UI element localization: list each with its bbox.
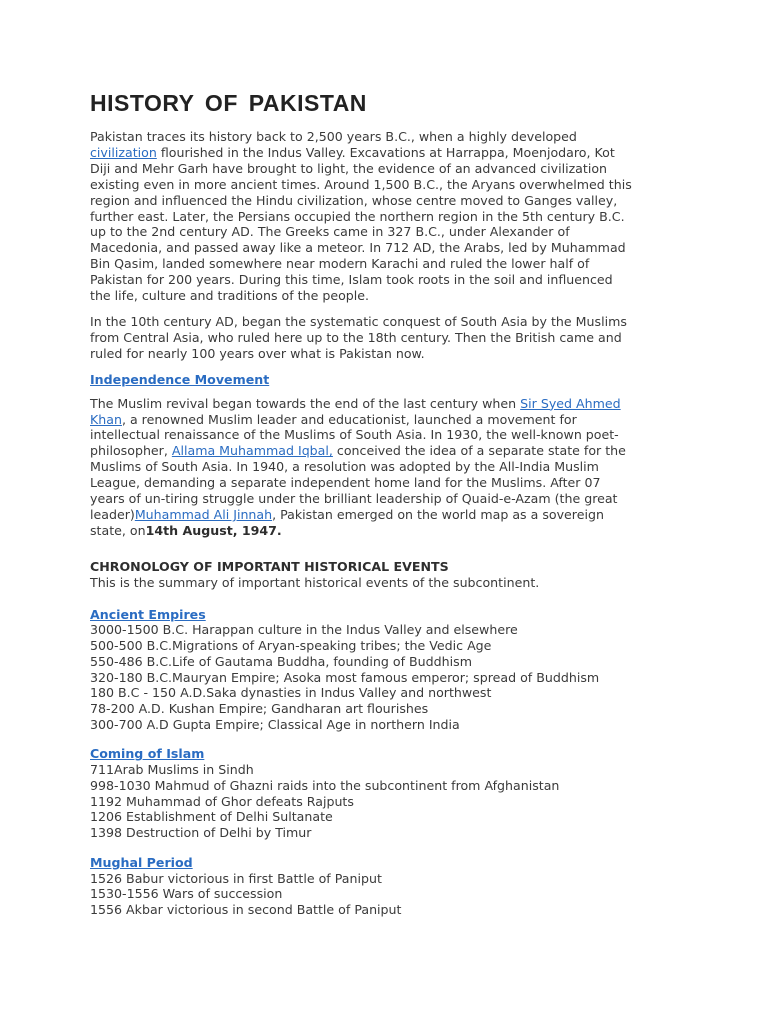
list-item: 998-1030 Mahmud of Ghazni raids into the subcontinent from Afghanistan bbox=[90, 778, 560, 793]
intro-text-a: Pakistan traces its history back to 2,500 years B.C., when a highly developed bbox=[90, 129, 577, 144]
list-item: 550-486 B.C.Life of Gautama Buddha, founding of Buddhism bbox=[90, 653, 472, 669]
section-mughal-period bbox=[90, 855, 635, 918]
list-item: 3000-1500 B.C. Harappan culture in the Indus Valley and elsewhere bbox=[90, 622, 518, 638]
civilization-link[interactable]: civilization bbox=[90, 144, 157, 160]
list-item: 1556 Akbar victorious in second Battle of Paniput bbox=[90, 902, 402, 918]
ancient-empires-heading[interactable]: Ancient Empires bbox=[90, 606, 206, 622]
list-item: 1530-1556 Wars of succession bbox=[90, 886, 283, 902]
list-item: 300-700 A.D Gupta Empire; Classical Age in northern India bbox=[90, 716, 460, 732]
allama-iqbal-link[interactable]: Allama Muhammad Iqbal, bbox=[171, 443, 333, 459]
list-item: 1526 Babur victorious in first Battle of Paniput bbox=[90, 870, 382, 886]
list-item: 180 B.C - 150 A.D.Saka dynasties in Indus Valley and northwest bbox=[90, 685, 492, 701]
list-item: 1206 Establishment of Delhi Sultanate bbox=[90, 809, 333, 825]
list-item: 500-500 B.C.Migrations of Aryan-speaking tribes; the Vedic Age bbox=[90, 638, 492, 654]
independence-movement-heading[interactable]: Independence Movement bbox=[90, 371, 270, 387]
list-item: 711Arab Muslims in Sindh bbox=[90, 762, 254, 778]
coming-of-islam-list bbox=[90, 762, 635, 841]
chronology-intro: This is the summary of important historical events of the subcontinent. bbox=[90, 574, 540, 590]
sir-syed-ahmed-khan-link[interactable]: Sir Syed Ahmed Khan bbox=[90, 395, 621, 427]
independence-paragraph bbox=[90, 396, 635, 539]
list-item: 320-180 B.C.Mauryan Empire; Asoka most famous emperor; spread of Buddhism bbox=[90, 669, 600, 685]
intro-text-b: flourished in the Indus Valley. Excavations at Harrappa, Moenjodaro, Kot Diji and Mehr Garh have brought to light, the evidence of an advanced civilization existing even in more ancient times. Around 1,500 B.C., the Aryans overwhelmed this region and influenced the Hindu civilization, whose centre moved to Ganges valley, further east. Later, the Persians occupied the northern region in the 5th century B.C. up to the 2nd century AD. The Greeks came in 327 B.C., under Alexander of Macedonia, and passed away like a meteor. In 712 AD, the Arabs, led by Muhammad Bin Qasim, landed somewhere near modern Karachi and ruled the lower half of Pakistan for 200 years. During this time, Islam took roots in the soil and influenced the life, culture and traditions of the people. bbox=[90, 144, 632, 304]
page-title: HISTORY OF PAKISTAN bbox=[90, 90, 367, 116]
independence-date: 14th August, 1947. bbox=[145, 522, 282, 538]
ancient-empires-list bbox=[90, 622, 635, 732]
independence-text-2: , a renowned Muslim leader and educationist, launched a movement for intellectual renaissance of the Muslims of South Asia. In 1930, the well-known poet-philosopher, bbox=[90, 411, 619, 459]
coming-of-islam-heading[interactable]: Coming of Islam bbox=[90, 746, 205, 762]
muhammad-ali-jinnah-link[interactable]: Muhammad Ali Jinnah bbox=[134, 506, 273, 522]
intro-paragraph-2: In the 10th century AD, began the systematic conquest of South Asia by the Muslims from Central Asia, who ruled here up to the 18th century. Then the British came and ruled for nearly 100 years over what is Pakistan now. bbox=[90, 313, 627, 361]
chronology-title: CHRONOLOGY OF IMPORTANT HISTORICAL EVENTS bbox=[90, 558, 449, 574]
list-item: 1192 Muhammad of Ghor defeats Rajputs bbox=[90, 793, 354, 809]
independence-text-4: , Pakistan emerged on the world map as a sovereign state, on bbox=[90, 506, 604, 538]
list-item: 78-200 A.D. Kushan Empire; Gandharan art flourishes bbox=[90, 700, 429, 716]
section-coming-of-islam bbox=[90, 746, 635, 840]
section-ancient-empires bbox=[90, 607, 635, 733]
independence-text-3: conceived the idea of a separate state for the Muslims of South Asia. In 1940, a resolution was adopted by the All-India Muslim League, demanding a separate independent home land for the Muslims. After 07 years of un-tiring struggle under the brilliant leadership of Quaid-e-Azam (the great leader) bbox=[90, 443, 626, 522]
independence-text-1: The Muslim revival began towards the end of the last century when bbox=[90, 395, 521, 411]
list-item: 1398 Destruction of Delhi by Timur bbox=[90, 825, 312, 841]
mughal-period-list bbox=[90, 871, 635, 918]
mughal-period-heading[interactable]: Mughal Period bbox=[90, 854, 193, 870]
document-page bbox=[90, 90, 635, 932]
intro-paragraph-1 bbox=[90, 129, 635, 304]
